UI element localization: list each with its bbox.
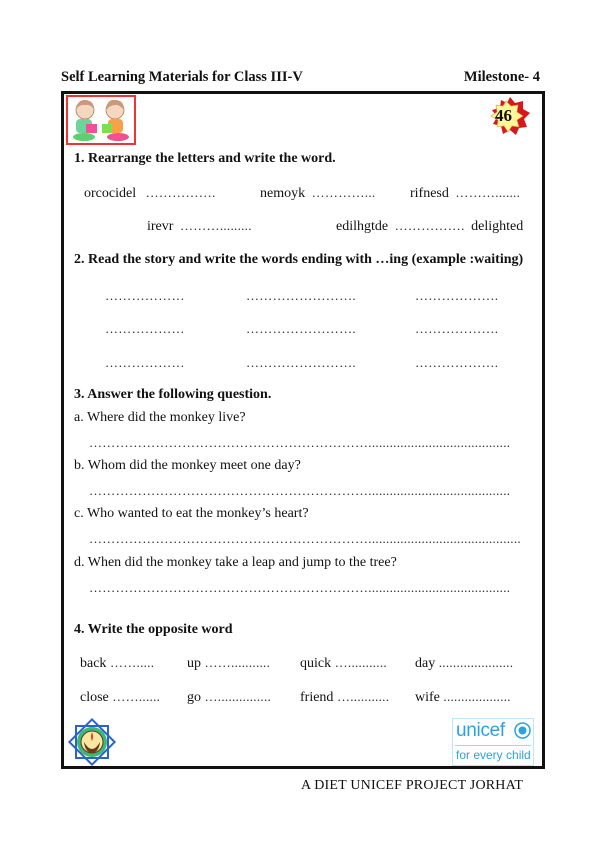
- opposite-word-item: [187, 655, 270, 672]
- opposite-word-item: [80, 689, 160, 706]
- section1-heading: 1. Rearrange the letters and write the word.: [74, 151, 336, 166]
- opposite-word: back: [80, 656, 107, 671]
- question-b: b. Whom did the monkey meet one day?: [74, 458, 301, 473]
- opposite-word: day: [415, 656, 436, 671]
- opposite-word-item: [300, 655, 387, 672]
- ing-word-blank[interactable]: ……………….: [415, 355, 499, 370]
- answer-blank[interactable]: …...........: [334, 655, 387, 670]
- unicef-globe-icon: [514, 722, 531, 739]
- milestone-label: Milestone- 4: [463, 69, 540, 85]
- section4-heading: 4. Write the opposite word: [74, 622, 233, 637]
- answer-blank[interactable]: …………….: [394, 218, 465, 233]
- scrambled-word: rifnesd: [410, 186, 449, 201]
- opposite-word-item: [187, 689, 271, 706]
- scrambled-word: irevr: [147, 219, 174, 234]
- answer-blank[interactable]: ……….......: [455, 185, 521, 200]
- ing-word-blank[interactable]: …………………….: [246, 288, 356, 303]
- section3-heading: 3. Answer the following question.: [74, 387, 272, 402]
- ing-word-blank[interactable]: ………………: [105, 321, 185, 336]
- answer-blank[interactable]: ……......: [112, 689, 161, 704]
- answer-line-b[interactable]: ………………………………………………………........................................: [89, 483, 511, 498]
- children-reading-illustration: [66, 95, 136, 145]
- scrambled-word: nemoyk: [260, 186, 306, 201]
- scrambled-word: orcocidel: [84, 186, 137, 201]
- example-answer: delighted: [471, 219, 524, 234]
- opposite-word: wife: [415, 690, 440, 705]
- answer-blank[interactable]: …………...: [311, 185, 376, 200]
- ing-word-blank[interactable]: ……………….: [415, 321, 499, 336]
- answer-blank[interactable]: ……...........: [204, 655, 271, 670]
- unicef-divider: [455, 745, 531, 746]
- opposite-word: friend: [300, 690, 334, 705]
- document-title: Self Learning Materials for Class III-V: [61, 69, 303, 85]
- scrambled-word-item: [147, 218, 252, 235]
- opposite-word: up: [187, 656, 201, 671]
- opposite-word: go: [187, 690, 201, 705]
- ing-word-blank[interactable]: ………………: [105, 288, 185, 303]
- opposite-word-item: [415, 655, 513, 672]
- opposite-word: quick: [300, 656, 332, 671]
- diet-emblem-logo: [66, 716, 118, 768]
- scrambled-word-item: [336, 218, 523, 235]
- opposite-word-item: [415, 689, 511, 706]
- page-number: 46: [495, 106, 512, 125]
- ing-word-blank[interactable]: ……………….: [415, 288, 499, 303]
- opposite-word-item: [300, 689, 389, 706]
- answer-blank[interactable]: ...................: [443, 689, 511, 704]
- answer-blank[interactable]: …...........: [336, 689, 390, 704]
- scrambled-word: edilhgtde: [336, 219, 389, 234]
- scrambled-word-item: [84, 185, 216, 202]
- answer-blank[interactable]: ……….........: [179, 218, 252, 233]
- question-a: a. Where did the monkey live?: [74, 410, 246, 425]
- opposite-word: close: [80, 690, 109, 705]
- unicef-wordmark: unicef: [456, 720, 505, 741]
- ing-word-blank[interactable]: …………………….: [246, 321, 356, 336]
- page-number-badge: [486, 97, 530, 137]
- scrambled-word-item: [410, 185, 520, 202]
- answer-blank[interactable]: .....................: [438, 655, 514, 670]
- footer-credit: A DIET UNICEF PROJECT JORHAT: [301, 778, 524, 793]
- question-c: c. Who wanted to eat the monkey’s heart?: [74, 506, 309, 521]
- answer-line-a[interactable]: ………………………………………………………........................................: [89, 435, 511, 450]
- answer-line-c[interactable]: ………………………………………………………...........................................: [89, 531, 521, 546]
- ing-word-blank[interactable]: …………………….: [246, 355, 356, 370]
- scrambled-word-item: [260, 185, 375, 202]
- question-d: d. When did the monkey take a leap and jump to the tree?: [74, 555, 397, 570]
- opposite-word-item: [80, 655, 154, 672]
- ing-word-blank[interactable]: ………………: [105, 355, 185, 370]
- answer-blank[interactable]: …………….: [145, 185, 216, 200]
- section2-heading: 2. Read the story and write the words ending with …ing (example :waiting): [74, 252, 524, 267]
- answer-blank[interactable]: …….....: [109, 655, 155, 670]
- answer-line-d[interactable]: ………………………………………………………........................................: [89, 580, 511, 595]
- unicef-logo: [452, 718, 534, 766]
- unicef-tagline: for every child: [456, 748, 531, 762]
- answer-blank[interactable]: …...............: [204, 689, 272, 704]
